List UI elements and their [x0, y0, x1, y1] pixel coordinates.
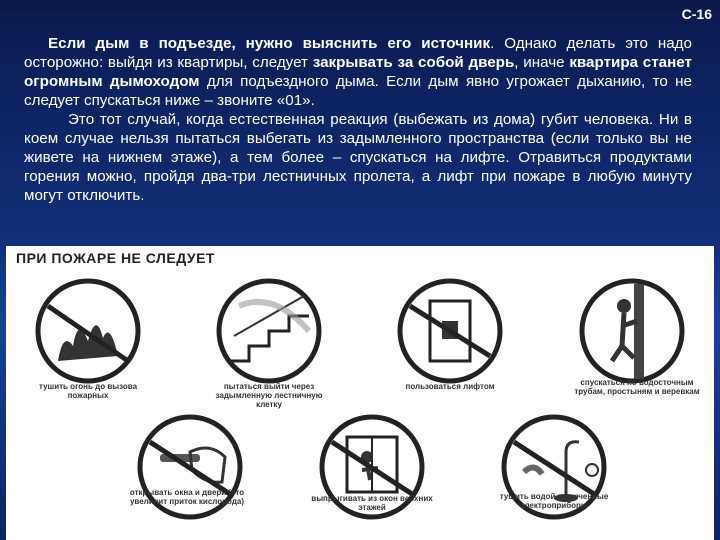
caption-drainpipe: спускаться по водосточным трубам, простыням и веревкам [574, 378, 700, 396]
paragraph-2: Это тот случай, когда естественная реакция (выбежать из дома) губит человека. Ни в коем случае нельзя пытаться выбегать из задымленного пространства (если только вы не живете на нижнем этаже), а тем более – спускаться на лифте. Отравиться продуктами горения можно, пройдя два-три лестничных пролета, а лифт при пожаре в любую минуту могут отключить. [24, 111, 692, 204]
caption-window: выпрыгивать из окон верхних этажей [311, 494, 433, 512]
paragraph-1 [24, 34, 692, 110]
bold-phrase-source: Если дым в подъезде, нужно выяснить его источник [48, 35, 491, 52]
elevator-icon [390, 276, 510, 386]
caption-stairs: пытаться выйти через задымленную лестничную клетку [215, 382, 323, 409]
caption-elevator: пользоваться лифтом [405, 382, 495, 391]
caption-door: открывать окна и двери (это увеличит приток кислорода) [129, 488, 245, 506]
drainpipe-icon [572, 276, 692, 386]
caption-lamp: тушить водой включенные электроприборы [499, 492, 609, 510]
safety-poster [6, 246, 714, 540]
text-span: , иначе [514, 54, 570, 71]
bold-phrase-chimney: квартира станет огромным дымоходом [24, 54, 692, 90]
bold-phrase-close-door: закрывать за собой дверь [312, 54, 515, 71]
text-block [24, 34, 692, 205]
caption-fire: тушить огонь до вызова пожарных [38, 382, 138, 400]
stairs-icon [204, 276, 334, 386]
fire-icon [28, 276, 148, 386]
slide-number: С-16 [681, 6, 712, 22]
poster-title: ПРИ ПОЖАРЕ НЕ СЛЕДУЕТ [16, 250, 215, 266]
text-span: . Однако делать это надо осторожно: выйдя из квартиры, следует [24, 35, 692, 71]
text-span: для подъездного дыма. Если дым явно угрожает дыханию, то не следует спускаться ниже – звоните «01». [24, 73, 692, 109]
